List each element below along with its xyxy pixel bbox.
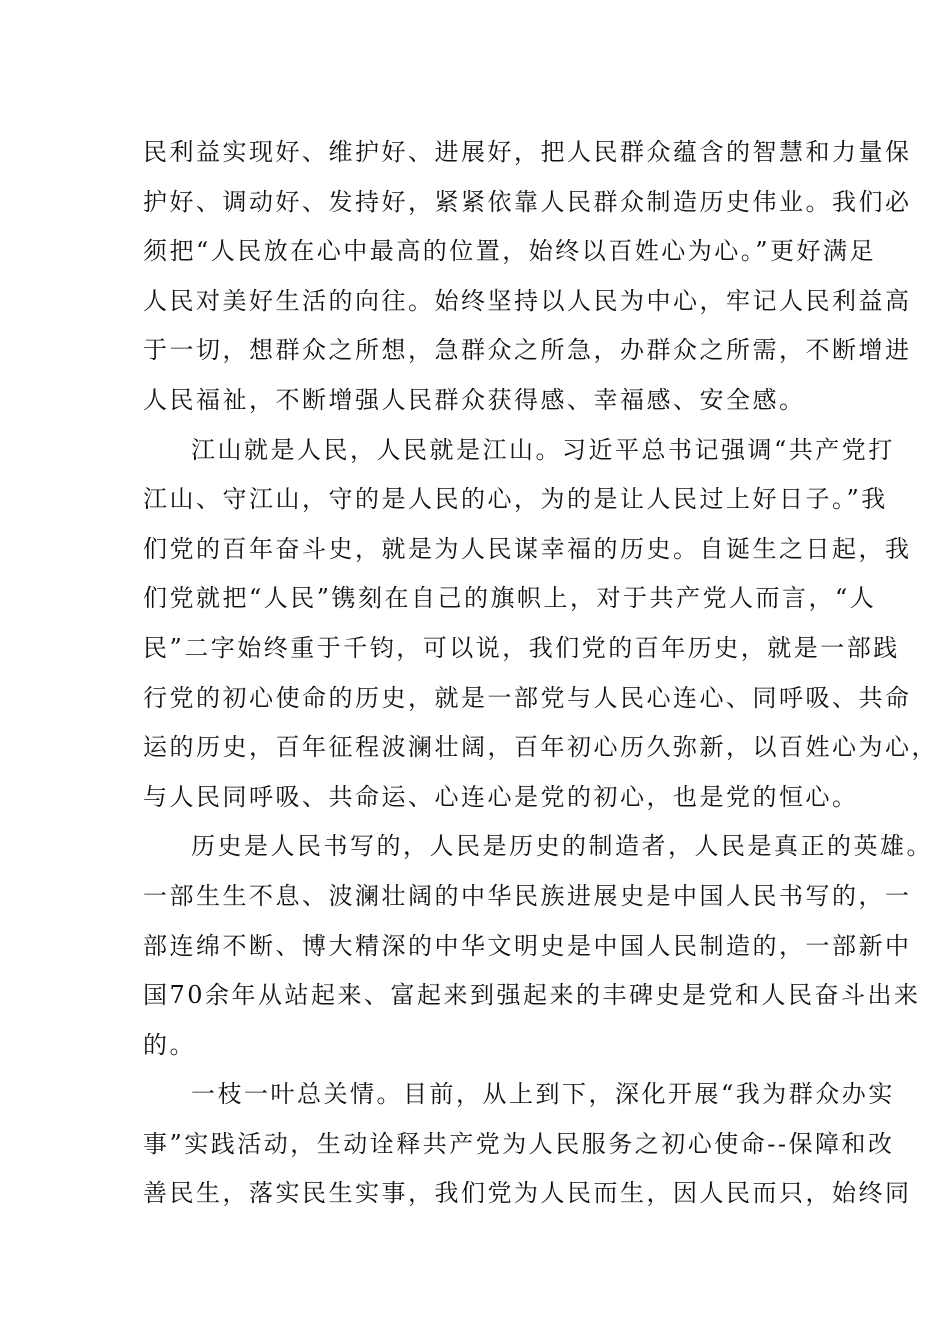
- paragraph-4: [143, 1070, 912, 1219]
- text-line: 行党的初心使命的历史，就是一部党与人民心连心、同呼吸、共命: [143, 683, 912, 712]
- text-line: 江山、守江山，守的是人民的心，为的是让人民过上好日子。”我: [143, 485, 888, 514]
- text-line: 民利益实现好、维护好、进展好，把人民群众蕴含的智慧和力量保: [143, 138, 912, 166]
- text-line: 江山就是人民，人民就是江山。习近平总书记强调“共产党打: [191, 435, 895, 464]
- text-line: 国70余年从站起来、富起来到强起来的丰碑史是党和人民奋斗出来: [143, 981, 921, 1010]
- text-line: 一枝一叶总关情。目前，从上到下，深化开展“我为群众办实: [191, 1080, 895, 1109]
- text-line: 历史是人民书写的，人民是历史的制造者，人民是真正的英雄。: [191, 832, 933, 861]
- text-line: 们党的百年奋斗史，就是为人民谋幸福的历史。自诞生之日起，我: [143, 534, 912, 563]
- text-line: 于一切，想群众之所想，急群众之所急，办群众之所需，不断增进: [143, 336, 912, 365]
- text-line: 运的历史，百年征程波澜壮阔，百年初心历久弥新，以百姓心为心，: [143, 733, 938, 762]
- text-line: 一部生生不息、波澜壮阔的中华民族进展史是中国人民书写的，一: [143, 881, 912, 910]
- text-line: 的。: [143, 1030, 196, 1059]
- text-line: 事”实践活动，生动诠释共产党为人民服务之初心使命--保障和改: [143, 1129, 895, 1158]
- text-line: 部连绵不断、博大精深的中华文明史是中国人民制造的，一部新中: [143, 931, 912, 960]
- paragraph-3: [143, 822, 933, 1070]
- text-line: 人民对美好生活的向往。始终坚持以人民为中心，牢记人民利益高: [143, 286, 912, 315]
- text-line: 民”二字始终重于千钧，可以说，我们党的百年历史，就是一部践: [143, 633, 900, 662]
- text-line: 与人民同呼吸、共命运、心连心是党的初心，也是党的恒心。: [143, 782, 859, 811]
- body-text: [143, 128, 938, 1219]
- text-line: 善民生，落实民生实事，我们党为人民而生，因人民而只，始终同: [143, 1179, 912, 1208]
- text-line: 人民福祉，不断增强人民群众获得感、幸福感、安全感。: [143, 385, 806, 414]
- paragraph-2: [143, 426, 938, 823]
- text-line: 护好、调动好、发持好，紧紧依靠人民群众制造历史伟业。我们必: [143, 187, 912, 216]
- text-line: 们党就把“人民”镌刻在自己的旗帜上，对于共产党人而言，“人: [143, 584, 877, 613]
- paragraph-1: [143, 128, 912, 426]
- text-line: 须把“人民放在心中最高的位置，始终以百姓心为心。”更好满足: [143, 237, 877, 266]
